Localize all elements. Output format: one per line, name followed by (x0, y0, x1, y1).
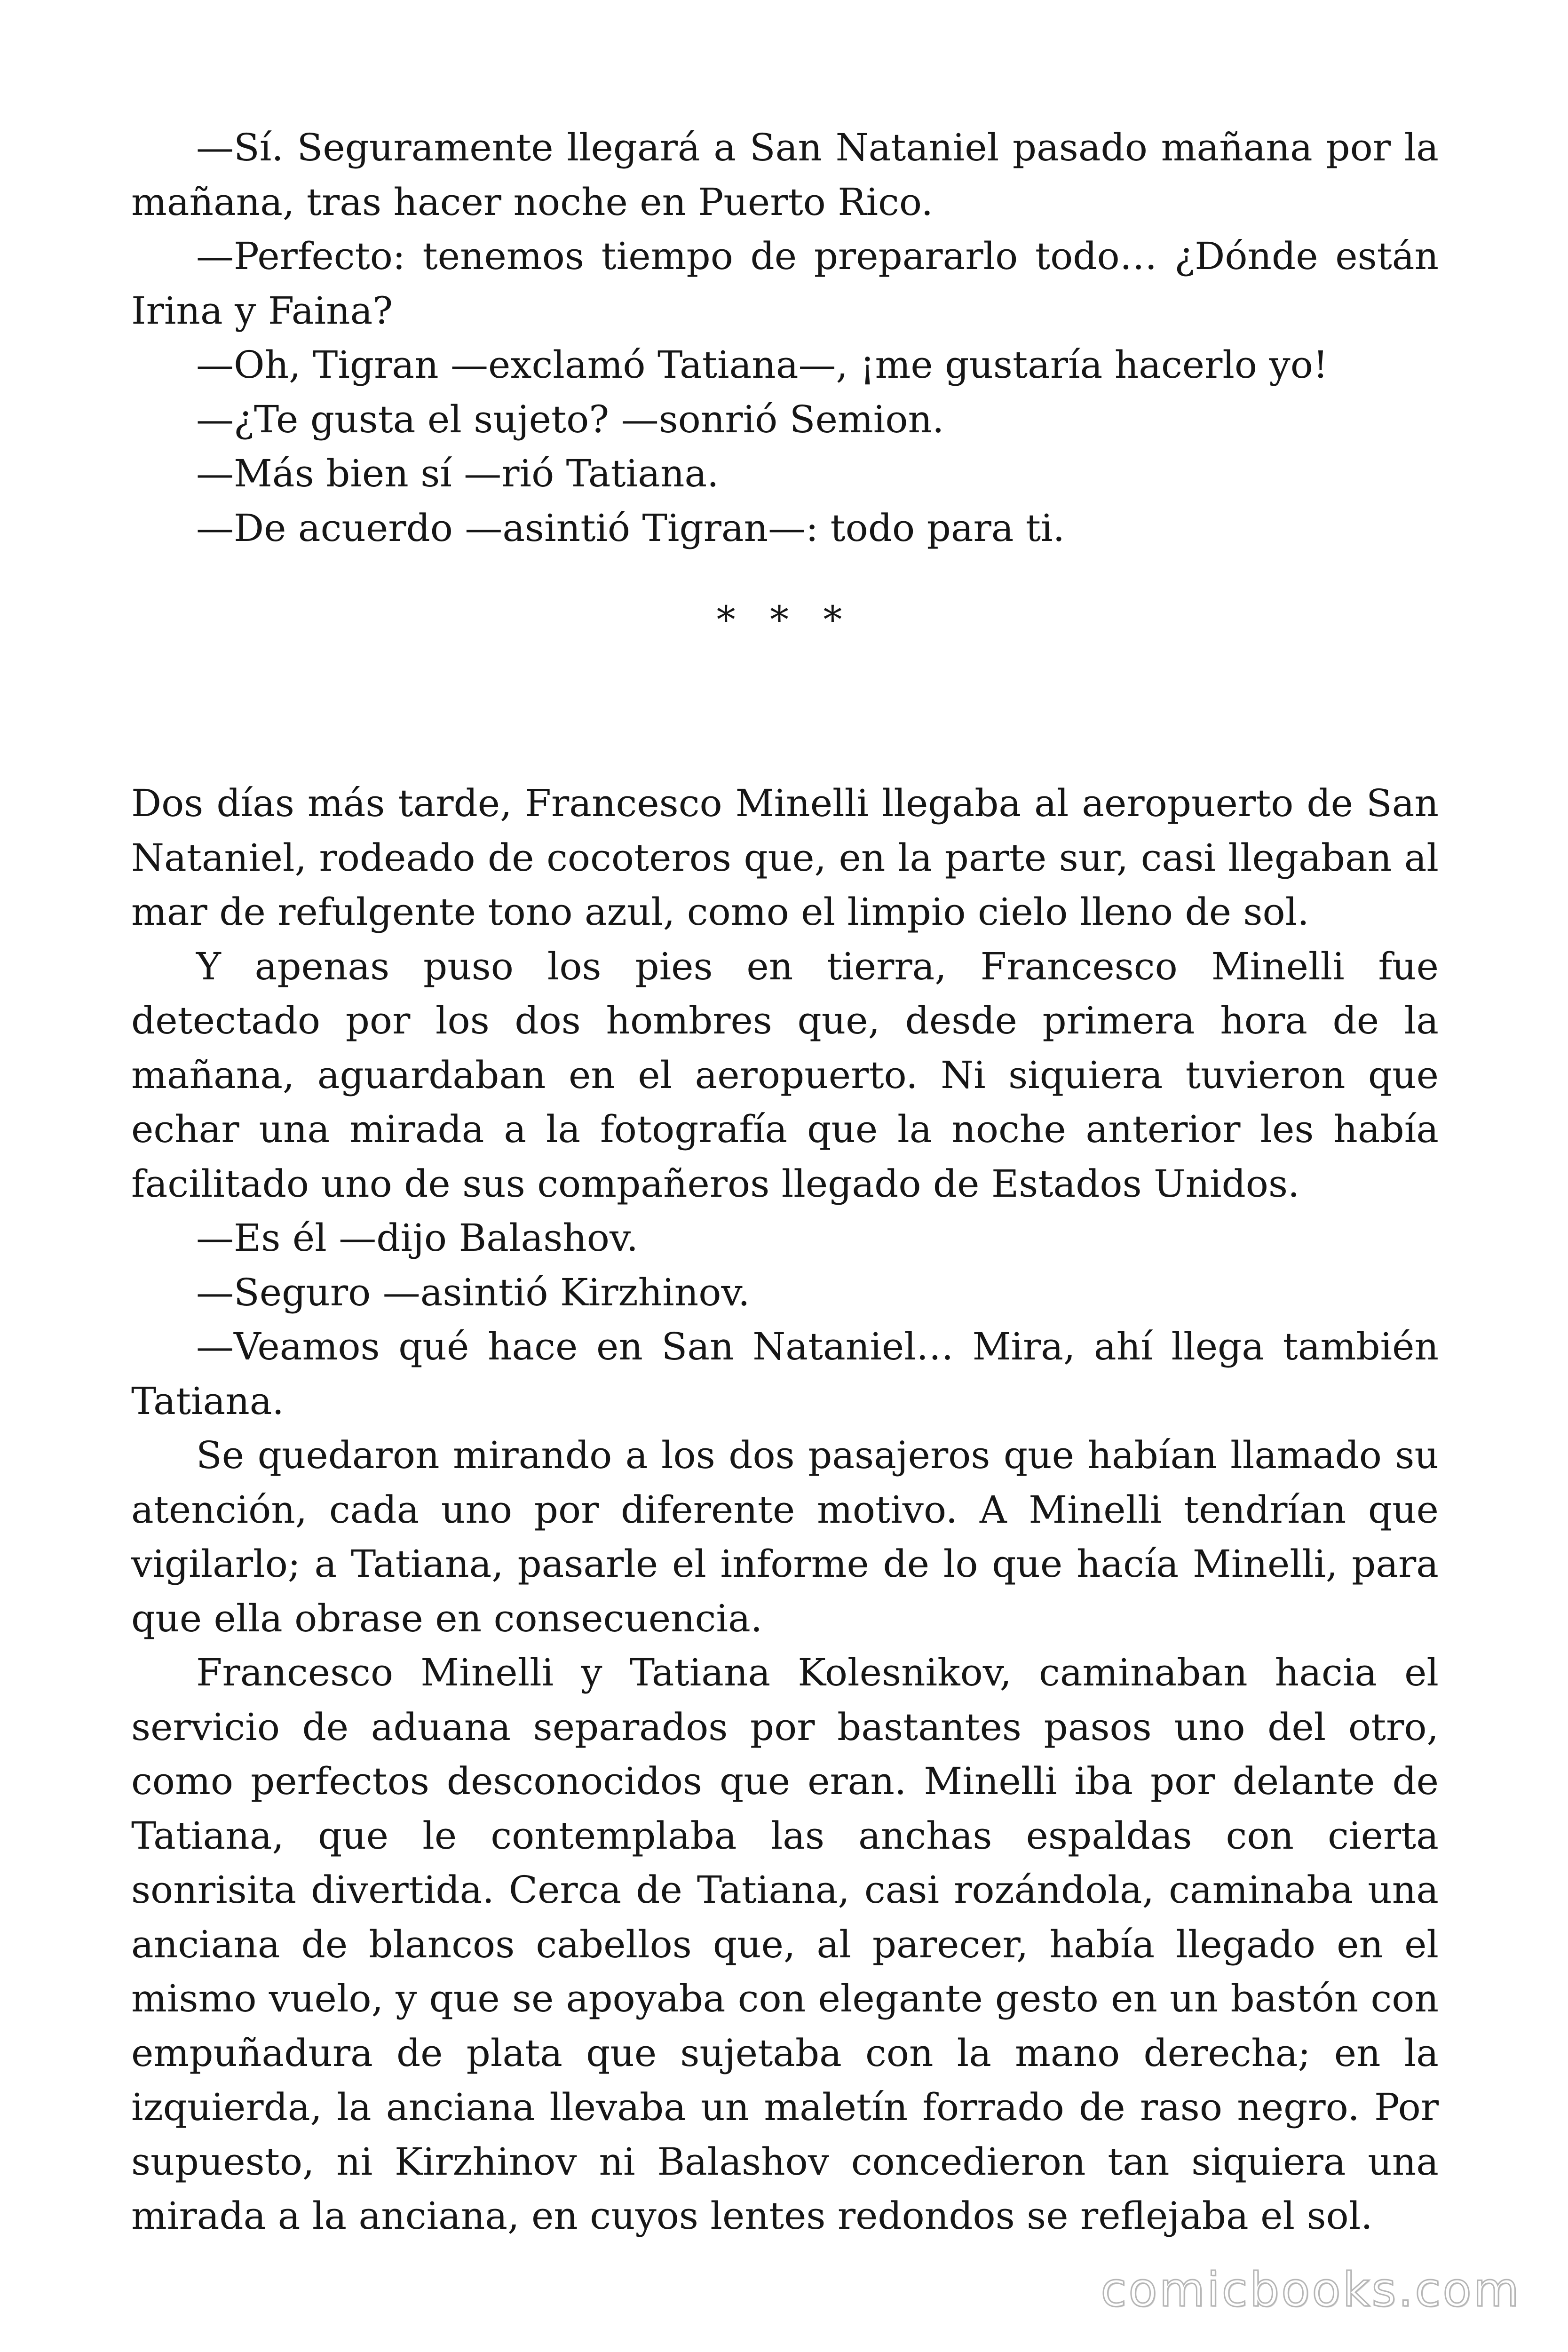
page-body (131, 120, 1439, 2243)
paragraph: Francesco Minelli y Tatiana Kolesnikov, caminaban hacia el servicio de aduana separados por bastantes pasos uno del otro, como perfectos desconocidos que eran. Minelli iba por delante de Tatiana, que le contemplaba las anchas espaldas con cierta sonrisita divertida. Cerca de Tatiana, casi rozándola, caminaba una anciana de blancos cabellos que, al parecer, había llegado en el mismo vuelo, y que se apoyaba con elegante gesto en un bastón con empuñadura de plata que sujetaba con la mano derecha; en la izquierda, la anciana llevaba un maletín forrado de raso negro. Por supuesto, ni Kirzhinov ni Balashov concedieron tan siquiera una mirada a la anciana, en cuyos lentes redondos se reflejaba el sol. (131, 1651, 1439, 2238)
paragraph: —De acuerdo —asintió Tigran—: todo para ti. (196, 506, 1065, 550)
paragraph: Y apenas puso los pies en tierra, Francesco Minelli fue detectado por los dos hombres que, desde primera hora de la mañana, aguardaban en el aeropuerto. Ni siquiera tuvieron que echar una mirada a la fotografía que la noche anterior les había facilitado uno de sus compañeros llegado de Estados Unidos. (131, 944, 1439, 1206)
paragraph: —Es él —dijo Balashov. (196, 1216, 639, 1260)
paragraph: —Perfecto: tenemos tiempo de prepararlo todo… ¿Dónde están Irina y Faina? (131, 234, 1439, 333)
watermark: comicbooks.com (1101, 2262, 1521, 2317)
narrative-block (131, 776, 1439, 2243)
paragraph: —Sí. Seguramente llegará a San Nataniel pasado mañana por la mañana, tras hacer noche en Puerto Rico. (131, 126, 1439, 224)
paragraph: —¿Te gusta el sujeto? —sonrió Semion. (196, 397, 944, 441)
paragraph: —Más bien sí —rió Tatiana. (196, 452, 719, 495)
paragraph: —Oh, Tigran —exclamó Tatiana—, ¡me gustaría hacerlo yo! (196, 343, 1329, 387)
paragraph: —Seguro —asintió Kirzhinov. (196, 1270, 750, 1314)
scene-break (131, 555, 1439, 776)
paragraph: —Veamos qué hace en San Nataniel… Mira, ahí llega también Tatiana. (131, 1325, 1439, 1423)
paragraph: Se quedaron mirando a los dos pasajeros que habían llamado su atención, cada uno por diferente motivo. A Minelli tendrían que vigilarlo; a Tatiana, pasarle el informe de lo que hacía Minelli, para que ella obrase en consecuencia. (131, 1433, 1439, 1640)
scene-break-asterisks: * * * (716, 598, 854, 642)
paragraph: Dos días más tarde, Francesco Minelli llegaba al aeropuerto de San Nataniel, rodeado de cocoteros que, en la parte sur, casi llegaban al mar de refulgente tono azul, como el limpio cielo lleno de sol. (131, 781, 1439, 934)
dialogue-block (131, 120, 1439, 555)
